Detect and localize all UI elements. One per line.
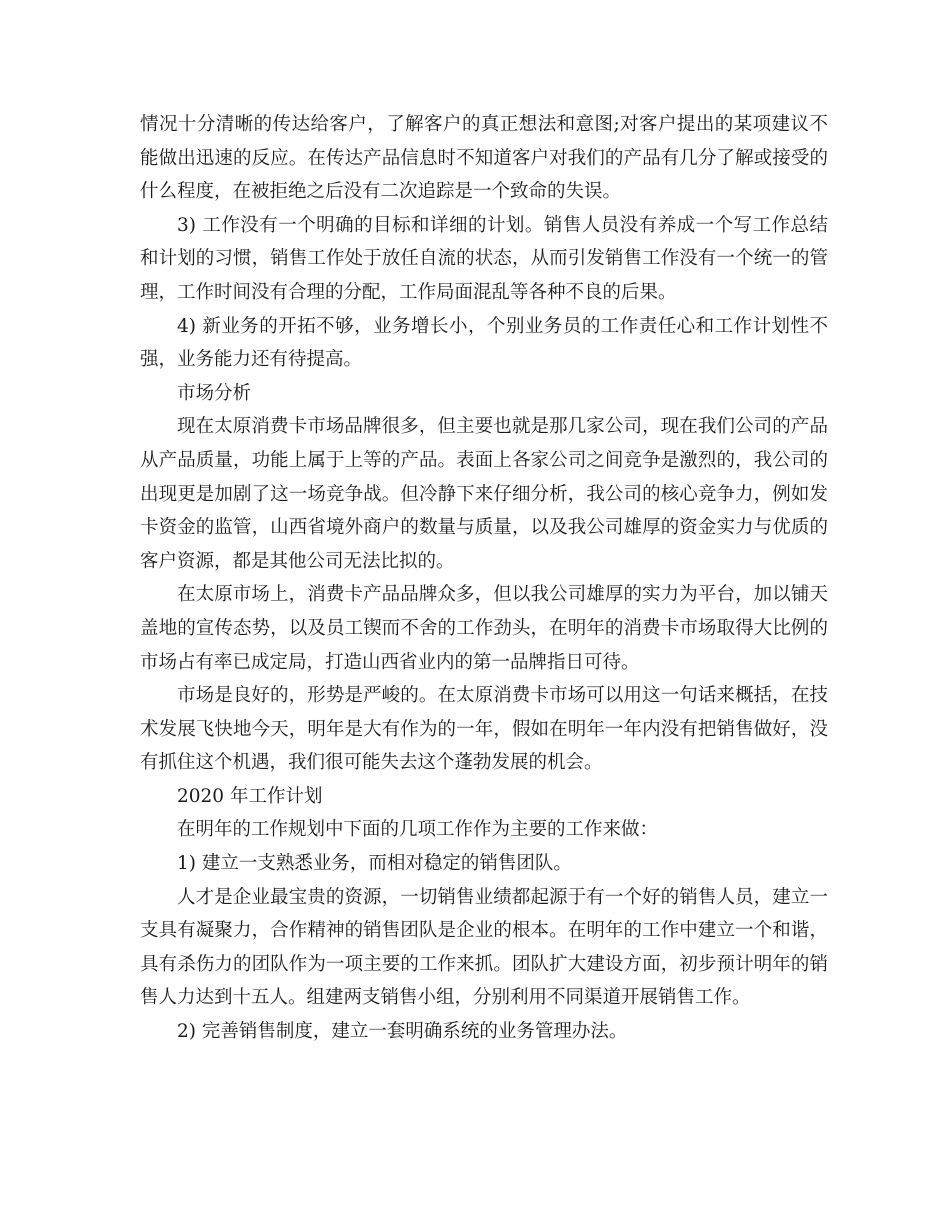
section-heading-market-analysis: 市场分析 xyxy=(177,382,252,404)
document-body xyxy=(140,108,828,1049)
paragraph: 现在太原消费卡市场品牌很多，但主要也就是那几家公司，现在我们公司的产品从产品质量，功能上属于上等的产品。表面上各家公司之间竞争是激烈的，我公司的出现更是加剧了这一场竞争战。但冷静下来仔细分析，我公司的核心竞争力，例如发卡资金的监管，山西省境外商户的数量与质量，以及我公司雄厚的资金实力与优质的客户资源，都是其他公司无法比拟的。 xyxy=(140,416,828,572)
paragraph: 在明年的工作规划中下面的几项工作作为主要的工作来做： xyxy=(177,819,659,841)
paragraph: 3) 工作没有一个明确的目标和详细的计划。销售人员没有养成一个写工作总结和计划的习惯，销售工作处于放任自流的状态，从而引发销售工作没有一个统一的管理，工作时间没有合理的分配，工作局面混乱等各种不良的后果。 xyxy=(140,214,828,303)
paragraph: 人才是企业最宝贵的资源，一切销售业绩都起源于有一个好的销售人员，建立一支具有凝聚力，合作精神的销售团队是企业的根本。在明年的工作中建立一个和谐，具有杀伤力的团队作为一项主要的工作来抓。团队扩大建设方面，初步预计明年的销售人力达到十五人。组建两支销售小组，分别利用不同渠道开展销售工作。 xyxy=(140,886,828,1009)
list-item: 1) 建立一支熟悉业务，而相对稳定的销售团队。 xyxy=(177,853,572,875)
list-item: 2) 完善销售制度，建立一套明确系统的业务管理办法。 xyxy=(177,1021,628,1043)
section-heading-work-plan: 2020 年工作计划 xyxy=(177,785,323,807)
paragraph: 在太原市场上，消费卡产品品牌众多，但以我公司雄厚的实力为平台，加以铺天盖地的宣传态势，以及员工锲而不舍的工作劲头，在明年的消费卡市场取得大比例的市场占有率已成定局，打造山西省业内的第一品牌指日可待。 xyxy=(140,584,828,673)
paragraph: 市场是良好的，形势是严峻的。在太原消费卡市场可以用这一句话来概括，在技术发展飞快地今天，明年是大有作为的一年，假如在明年一年内没有把销售做好，没有抓住这个机遇，我们很可能失去这个蓬勃发展的机会。 xyxy=(140,685,828,774)
paragraph: 情况十分清晰的传达给客户，了解客户的真正想法和意图;对客户提出的某项建议不能做出迅速的反应。在传达产品信息时不知道客户对我们的产品有几分了解或接受的什么程度，在被拒绝之后没有二次追踪是一个致命的失误。 xyxy=(140,114,828,203)
paragraph: 4) 新业务的开拓不够，业务增长小，个别业务员的工作责任心和工作计划性不强，业务能力还有待提高。 xyxy=(140,315,828,371)
